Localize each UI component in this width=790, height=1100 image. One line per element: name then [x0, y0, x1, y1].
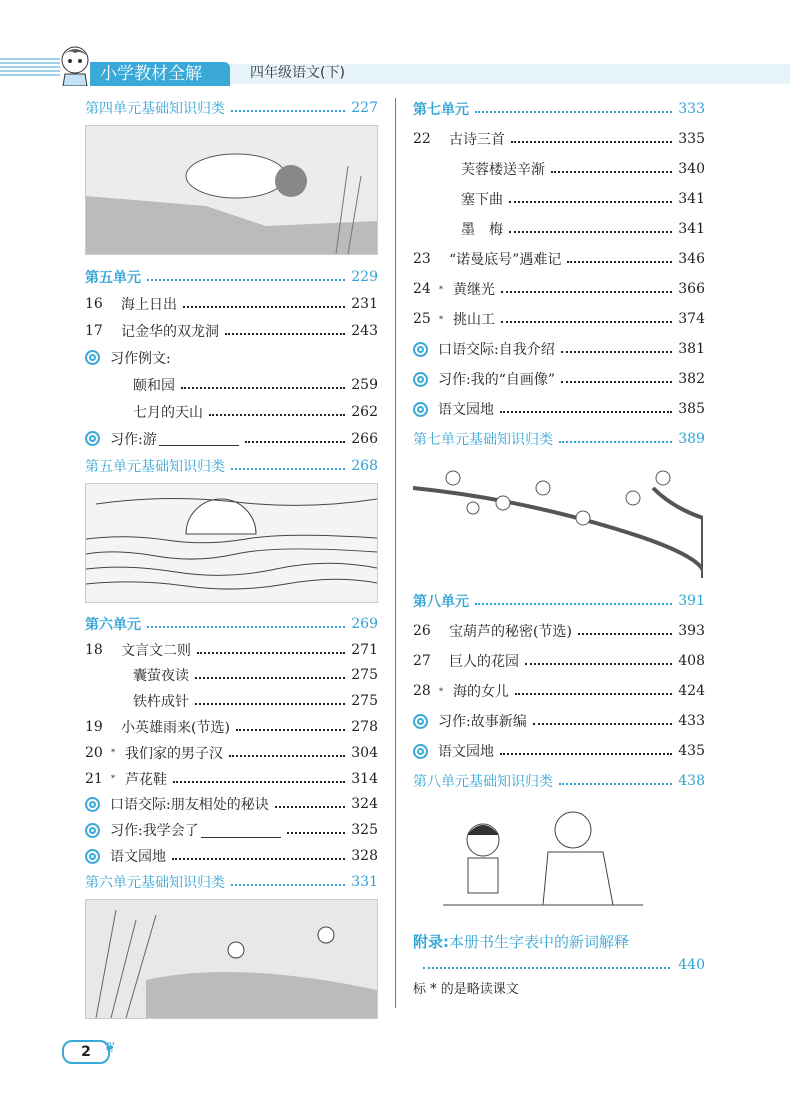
leader-dots [236, 729, 345, 731]
appendix-entry[interactable] [413, 931, 705, 952]
toc-entry-heading[interactable] [85, 611, 378, 637]
leader-dots [275, 806, 346, 808]
entry-page: 231 [351, 295, 378, 312]
entry-number: 21 [85, 770, 103, 787]
entry-title: 语文园地 [438, 402, 494, 418]
entry-title: 第八单元 [413, 594, 469, 610]
entry-title: 习作:游 [110, 431, 157, 448]
entry-title: 习作:我的“自画像” [438, 372, 556, 388]
toc-entry-circle[interactable] [413, 736, 705, 766]
appendix-label: 附录: [413, 933, 449, 951]
entry-title: 铁杵成针 [133, 694, 189, 711]
entry-title: 第七单元基础知识归类 [413, 432, 553, 448]
toc-entry-item[interactable] [413, 646, 705, 676]
toc-entry-circle[interactable] [413, 706, 705, 736]
leader-dots [533, 723, 673, 725]
entry-page: 408 [678, 653, 705, 669]
leader-dots [515, 693, 672, 695]
leader-dots [209, 414, 345, 416]
entry-page: 433 [678, 713, 705, 729]
leader-dots [525, 663, 672, 665]
leader-dots [225, 333, 345, 335]
entry-title: 囊萤夜读 [133, 668, 189, 685]
toc-entry-summary[interactable] [413, 424, 705, 454]
toc-entry-item[interactable] [85, 740, 378, 766]
entry-page: 382 [678, 371, 705, 387]
toc-entry-heading[interactable] [413, 94, 705, 124]
header-stripes [0, 58, 60, 78]
toc-entry-summary[interactable] [85, 869, 378, 895]
entry-page: 374 [678, 311, 705, 327]
leader-dots [475, 603, 672, 605]
optional-reading-mark: * [439, 284, 443, 294]
entry-page: 385 [678, 401, 705, 417]
entry-number: 28 [413, 683, 431, 699]
entry-title: 第八单元基础知识归类 [413, 774, 553, 790]
toc-entry-item[interactable] [413, 274, 705, 304]
toc-entry-circle[interactable] [85, 344, 378, 371]
entry-page: 435 [678, 743, 705, 759]
optional-reading-mark: * [439, 686, 443, 696]
circle-bullet-icon [85, 849, 100, 864]
entry-number: 20 [85, 744, 103, 761]
entry-number: 17 [85, 322, 103, 339]
toc-entry-sub[interactable] [413, 154, 705, 184]
toc-entry-item[interactable] [85, 766, 378, 792]
entry-page: 278 [351, 719, 378, 736]
leader-dots [183, 306, 345, 308]
entry-title: 第六单元基础知识归类 [85, 874, 225, 891]
toc-group [85, 94, 378, 121]
entry-title: 挑山工 [453, 312, 495, 328]
toc-entry-sub[interactable] [413, 214, 705, 244]
leader-dots [147, 626, 345, 628]
entry-page: 325 [351, 822, 378, 839]
toc-entry-circle[interactable] [85, 843, 378, 869]
entry-title: 芦花鞋 [125, 771, 167, 788]
optional-reading-mark: * [111, 774, 115, 784]
entry-number: 24 [413, 281, 431, 297]
series-title: 小学教材全解 [90, 62, 230, 86]
subject-title: 四年级语文(下) [250, 65, 345, 81]
toc-entry-circle[interactable] [413, 334, 705, 364]
circle-bullet-icon [85, 823, 100, 838]
entry-number: 22 [413, 131, 431, 147]
entry-page: 340 [678, 161, 705, 177]
cat-illustration [85, 125, 378, 255]
circle-bullet-icon [413, 402, 428, 417]
toc-entry-item[interactable] [413, 676, 705, 706]
appendix-title: 本册书生字表中的新词解释 [449, 933, 630, 951]
toc-entry-item[interactable] [85, 637, 378, 663]
entry-page: 269 [351, 615, 378, 632]
leader-dots [195, 703, 345, 705]
toc-entry-sub[interactable] [85, 398, 378, 425]
entry-page: 424 [678, 683, 705, 699]
boy-and-grandma-illustration [423, 800, 653, 915]
toc-entry-item[interactable] [85, 290, 378, 317]
circle-bullet-icon [85, 431, 100, 446]
entry-number: 16 [85, 295, 103, 312]
entry-page: 275 [351, 693, 378, 710]
toc-entry-item[interactable] [85, 714, 378, 740]
entry-title: 塞下曲 [461, 192, 503, 208]
entry-number: 27 [413, 653, 431, 669]
entry-page: 324 [351, 796, 378, 813]
leader-dots [231, 110, 345, 112]
toc-entry-sub[interactable] [85, 371, 378, 398]
toc-group [85, 611, 378, 895]
circle-bullet-icon [413, 372, 428, 387]
leader-dots [173, 781, 345, 783]
optional-reading-mark: * [439, 314, 443, 324]
entry-page: 328 [351, 848, 378, 865]
leader-dots [501, 291, 672, 293]
entry-title: 海上日出 [121, 296, 177, 313]
entry-number: 23 [413, 251, 431, 267]
entry-page: 314 [351, 770, 378, 787]
leader-dots [500, 411, 672, 413]
toc-entry-summary[interactable] [413, 766, 705, 796]
toc-entry-sub[interactable] [85, 663, 378, 689]
entry-page: 341 [678, 191, 705, 207]
entry-page: 381 [678, 341, 705, 357]
leader-dots [559, 441, 672, 443]
entry-title: 第五单元基础知识归类 [85, 458, 225, 475]
entry-page: 304 [351, 744, 378, 761]
entry-page: 331 [351, 873, 378, 890]
toc-entry-heading[interactable] [85, 263, 378, 290]
leader-dots [197, 652, 345, 654]
circle-bullet-icon [413, 342, 428, 357]
column-divider [395, 98, 396, 1008]
appendix-page: 440 [678, 957, 705, 973]
fill-in-blank [159, 431, 239, 446]
entry-page: 262 [351, 403, 378, 420]
toc-entry-circle[interactable] [413, 394, 705, 424]
toc-group [413, 586, 705, 796]
entry-page: 341 [678, 221, 705, 237]
entry-page: 438 [678, 773, 705, 789]
page-number: 2 [62, 1040, 110, 1064]
entry-page: 393 [678, 623, 705, 639]
toc-group [85, 263, 378, 479]
circle-bullet-icon [85, 350, 100, 365]
swimming-kids-illustration [85, 899, 378, 1019]
toc-entry-sub[interactable] [413, 184, 705, 214]
toc-entry-item[interactable] [413, 304, 705, 334]
toc-entry-summary[interactable] [85, 452, 378, 479]
entry-title: 习作:故事新编 [438, 714, 527, 730]
entry-page: 366 [678, 281, 705, 297]
entry-page: 259 [351, 376, 378, 393]
entry-title: 黄继光 [453, 282, 495, 298]
leader-dots [561, 351, 673, 353]
entry-number: 25 [413, 311, 431, 327]
leader-dots [509, 201, 672, 203]
entry-title: 小英雄雨来(节选) [121, 720, 230, 737]
cartoon-boy-icon [55, 44, 95, 86]
leader-dots [578, 633, 672, 635]
entry-page: 268 [351, 457, 378, 474]
left-column [85, 94, 378, 1027]
entry-page: 271 [351, 641, 378, 658]
leader-dots [551, 171, 672, 173]
entry-page: 227 [351, 99, 378, 116]
toc-group [413, 94, 705, 454]
leader-dots [509, 231, 672, 233]
leader-dots [475, 111, 672, 113]
leader-dots [172, 858, 345, 860]
leader-dots [231, 884, 345, 886]
entry-page: 275 [351, 667, 378, 684]
entry-page: 389 [678, 431, 705, 447]
toc-entry-item[interactable] [413, 616, 705, 646]
entry-title: 巨人的花园 [449, 654, 519, 670]
entry-page: 346 [678, 251, 705, 267]
entry-title: 口语交际:自我介绍 [438, 342, 555, 358]
entry-title: 墨 梅 [461, 222, 503, 238]
toc-entry-circle[interactable] [413, 364, 705, 394]
entry-number: 18 [85, 641, 103, 658]
toc-entry-item[interactable] [413, 124, 705, 154]
entry-title: 语文园地 [438, 744, 494, 760]
leader-dots [500, 753, 672, 755]
entry-title: 第七单元 [413, 102, 469, 118]
leader-dots [511, 141, 672, 143]
toc-entry-item[interactable] [85, 317, 378, 344]
entry-title: 芙蓉楼送辛渐 [461, 162, 545, 178]
footnote: 标 * 的是略读课文 [413, 982, 519, 997]
toc-entry-circle[interactable] [85, 425, 378, 452]
toc-entry-circle[interactable] [85, 792, 378, 818]
entry-page: 333 [678, 101, 705, 117]
entry-title: 海的女儿 [453, 684, 509, 700]
entry-page: 391 [678, 593, 705, 609]
entry-title: 口语交际:朋友相处的秘诀 [110, 797, 269, 814]
sunrise-sea-illustration [85, 483, 378, 603]
fill-in-blank [201, 823, 281, 838]
leader-dots [567, 261, 672, 263]
leader-dots [231, 468, 345, 470]
leader-dots [423, 967, 670, 969]
right-column [413, 94, 705, 997]
circle-bullet-icon [413, 744, 428, 759]
entry-page: 266 [351, 430, 378, 447]
entry-title: 七月的天山 [133, 404, 203, 421]
circle-bullet-icon [413, 714, 428, 729]
entry-number: 19 [85, 719, 103, 736]
toc-entry-sub[interactable] [85, 688, 378, 714]
entry-title: 宝葫芦的秘密(节选) [449, 624, 572, 640]
plum-blossom-illustration [413, 458, 703, 578]
circle-bullet-icon [85, 797, 100, 812]
optional-reading-mark: * [111, 748, 115, 758]
leader-dots [287, 832, 346, 834]
leader-dots [559, 783, 672, 785]
entry-title: 文言文二则 [121, 642, 191, 659]
entry-title: 第四单元基础知识归类 [85, 100, 225, 117]
entry-title: 习作例文: [110, 350, 171, 367]
entry-page: 243 [351, 322, 378, 339]
entry-title: 习作:我学会了 [110, 823, 199, 840]
entry-number: 26 [413, 623, 431, 639]
entry-title: 我们家的男子汉 [125, 745, 223, 762]
leader-dots [501, 321, 672, 323]
leader-dots [229, 755, 345, 757]
entry-title: 第五单元 [85, 269, 141, 286]
entry-title: “诺曼底号”遇难记 [449, 252, 562, 268]
leaf-icon: ❦ [104, 1040, 116, 1056]
entry-page: 229 [351, 268, 378, 285]
entry-page: 335 [678, 131, 705, 147]
entry-title: 颐和园 [133, 377, 175, 394]
toc-entry-circle[interactable] [85, 817, 378, 843]
leader-dots [561, 381, 672, 383]
entry-title: 记金华的双龙洞 [121, 323, 219, 340]
leader-dots [195, 677, 345, 679]
entry-title: 古诗三首 [449, 132, 505, 148]
entry-title: 第六单元 [85, 616, 141, 633]
toc-entry-heading[interactable] [413, 586, 705, 616]
leader-dots [245, 441, 346, 443]
toc-entry-item[interactable] [413, 244, 705, 274]
leader-dots [181, 387, 345, 389]
toc-entry-summary[interactable] [85, 94, 378, 121]
leader-dots [147, 279, 345, 281]
entry-title: 语文园地 [110, 849, 166, 866]
